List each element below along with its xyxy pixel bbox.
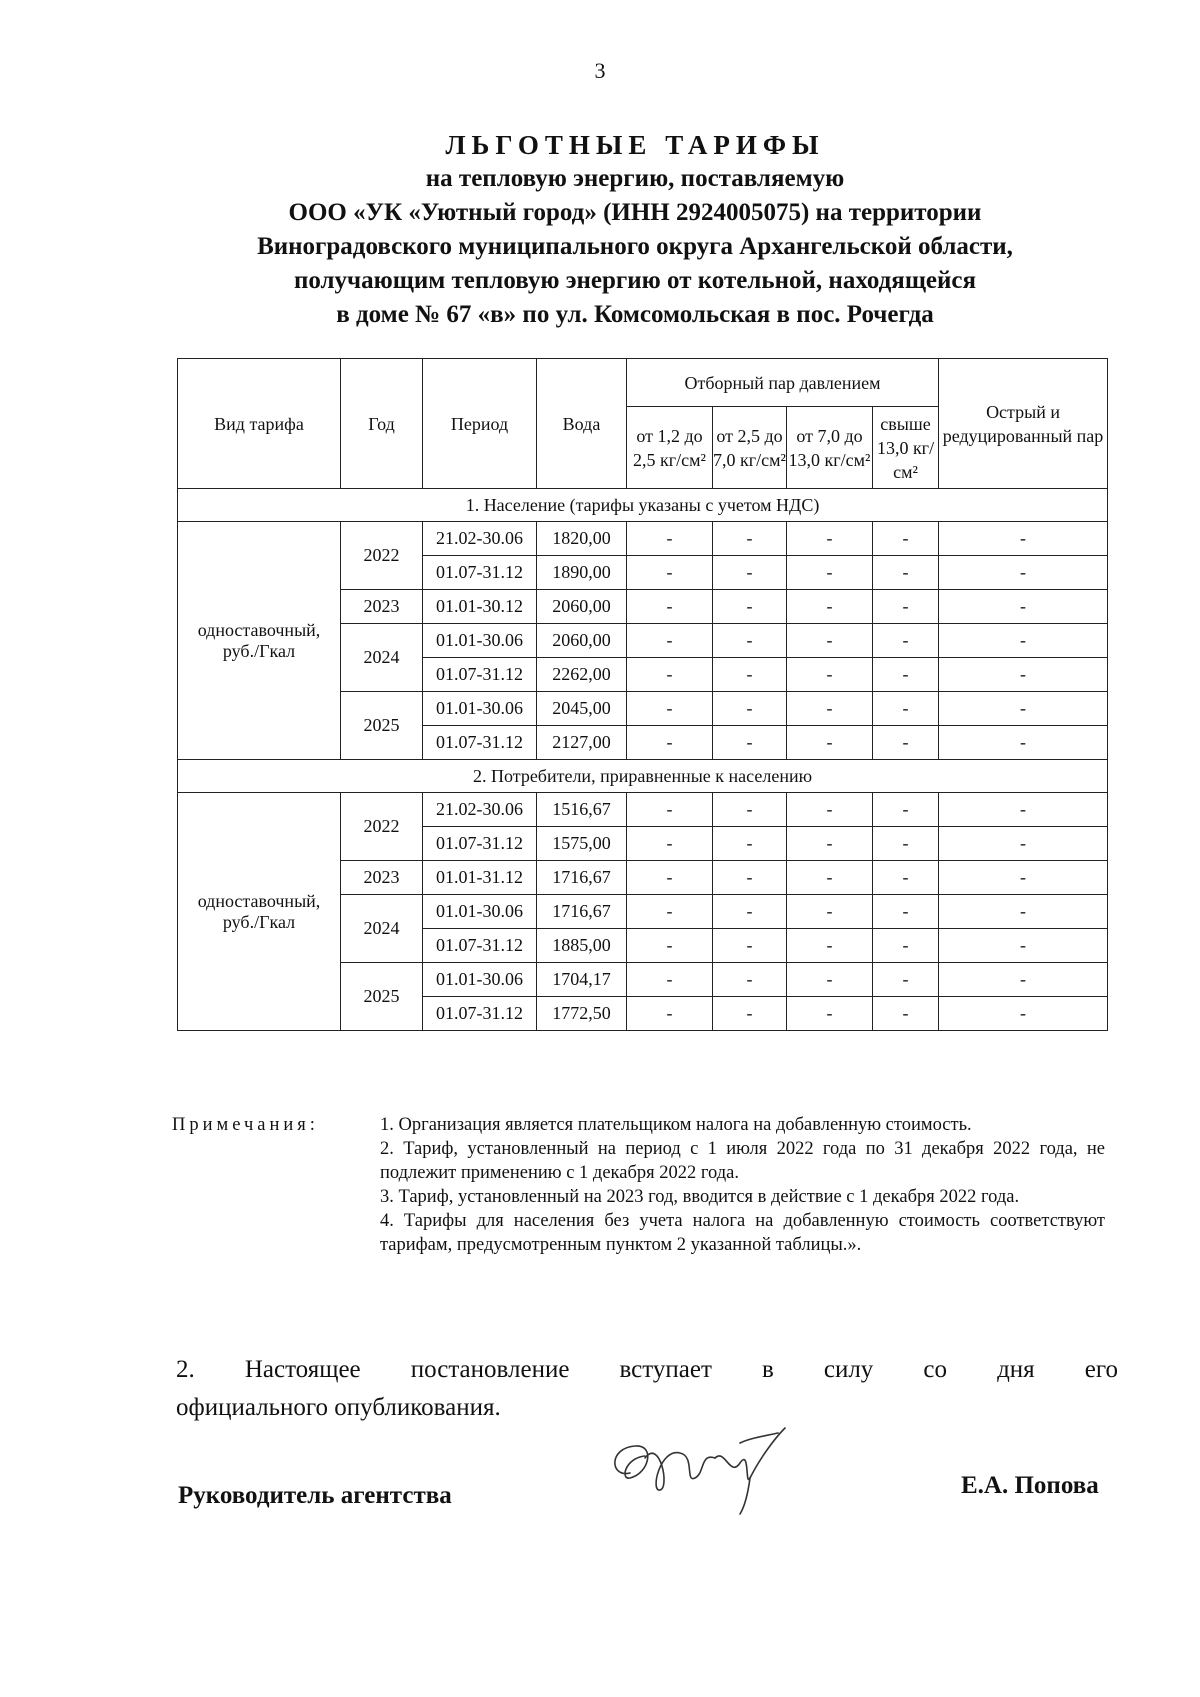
p1-cell: - [627,692,713,726]
table-row [178,793,1108,827]
title-main: ЛЬГОТНЫЕ ТАРИФЫ [445,130,825,160]
period-cell: 01.07-31.12 [423,658,537,692]
ostr-cell: - [939,522,1108,556]
p1-cell: - [627,895,713,929]
p1-cell: - [627,624,713,658]
p4-cell: - [873,624,939,658]
period-cell: 01.01-30.06 [423,692,537,726]
table-row [178,522,1108,556]
p4-cell: - [873,895,939,929]
p2-cell: - [713,895,787,929]
section-header-row [178,489,1108,522]
decree-paragraph: 2. Настоящее постановление вступает в силу со дня его [176,1356,1118,1383]
header-period: Период [423,359,537,489]
notes-list [380,1113,1105,1257]
period-cell: 01.07-31.12 [423,827,537,861]
header-voda: Вода [537,359,627,489]
header-otbor: Отборный пар давлением [627,359,939,407]
p2-cell: - [713,861,787,895]
decree-paragraph-cont: официального опубликования. [176,1394,501,1421]
p2-cell: - [713,929,787,963]
p3-cell: - [787,963,873,997]
p4-cell: - [873,861,939,895]
period-cell: 21.02-30.06 [423,793,537,827]
p3-cell: - [787,556,873,590]
period-cell: 01.01-31.12 [423,861,537,895]
p1-cell: - [627,963,713,997]
voda-cell: 1890,00 [537,556,627,590]
p2-cell: - [713,692,787,726]
ostr-cell: - [939,692,1108,726]
p4-cell: - [873,590,939,624]
p2-cell: - [713,963,787,997]
voda-cell: 1716,67 [537,895,627,929]
header-pressure-4: свыше 13,0 кг/см² [873,407,939,489]
voda-cell: 1704,17 [537,963,627,997]
header-pressure-2: от 2,5 до 7,0 кг/см² [713,407,787,489]
title-line-4: получающим тепловую энергию от котельной, находящейся [293,267,977,294]
p2-cell: - [713,556,787,590]
p3-cell: - [787,658,873,692]
ostr-cell: - [939,997,1108,1031]
ostr-cell: - [939,624,1108,658]
notes-label: Примечания: [172,1115,319,1135]
header-ostr: Острый и редуцированный пар [939,359,1108,489]
voda-cell: 2045,00 [537,692,627,726]
p2-cell: - [713,827,787,861]
p3-cell: - [787,861,873,895]
header-god: Год [341,359,423,489]
tariff-type-cell: одноставочный, руб./Гкал [178,522,341,760]
p3-cell: - [787,624,873,658]
period-cell: 01.07-31.12 [423,997,537,1031]
period-cell: 01.01-30.06 [423,895,537,929]
p3-cell: - [787,692,873,726]
title-line-2: ООО «УК «Уютный город» (ИНН 2924005075) на территории [288,199,982,226]
p3-cell: - [787,726,873,760]
p1-cell: - [627,997,713,1031]
year-cell: 2023 [341,590,423,624]
p3-cell: - [787,590,873,624]
tariff-table [177,358,1108,1031]
ostr-cell: - [939,929,1108,963]
year-cell: 2023 [341,861,423,895]
title-line-5: в доме № 67 «в» по ул. Комсомольская в пос. Рочегда [336,301,934,328]
tariff-type-cell: одноставочный, руб./Гкал [178,793,341,1031]
ostr-cell: - [939,793,1108,827]
p3-cell: - [787,522,873,556]
p3-cell: - [787,997,873,1031]
year-cell: 2024 [341,624,423,692]
year-cell: 2022 [341,522,423,590]
p2-cell: - [713,726,787,760]
p3-cell: - [787,895,873,929]
signer-name: Е.А. Попова [961,1472,1099,1499]
voda-cell: 1575,00 [537,827,627,861]
p3-cell: - [787,827,873,861]
voda-cell: 2060,00 [537,624,627,658]
year-cell: 2022 [341,793,423,861]
period-cell: 21.02-30.06 [423,522,537,556]
ostr-cell: - [939,827,1108,861]
p2-cell: - [713,997,787,1031]
document-title [160,128,1110,332]
p4-cell: - [873,827,939,861]
p1-cell: - [627,726,713,760]
voda-cell: 1716,67 [537,861,627,895]
p2-cell: - [713,590,787,624]
p1-cell: - [627,827,713,861]
p1-cell: - [627,861,713,895]
signer-role: Руководитель агентства [178,1482,452,1509]
voda-cell: 1820,00 [537,522,627,556]
handwritten-signature [600,1418,790,1518]
p2-cell: - [713,624,787,658]
period-cell: 01.07-31.12 [423,726,537,760]
p2-cell: - [713,658,787,692]
p4-cell: - [873,522,939,556]
section-title: 1. Население (тарифы указаны с учетом НДС) [178,489,1108,522]
note-item-4: 4. Тарифы для населения без учета налога на добавленную стоимость соответствуют тарифам, предусмотренным пунктом 2 указанной таблицы.». [380,1211,1105,1255]
title-line-3: Виноградовского муниципального округа Архангельской области, [257,233,1013,260]
p3-cell: - [787,793,873,827]
ostr-cell: - [939,590,1108,624]
voda-cell: 1885,00 [537,929,627,963]
p2-cell: - [713,793,787,827]
note-item-2: 2. Тариф, установленный на период с 1 июля 2022 года по 31 декабря 2022 года, не подлежит применению с 1 декабря 2022 года. [380,1139,1105,1183]
note-item-1: 1. Организация является плательщиком налога на добавленную стоимость. [380,1115,972,1135]
ostr-cell: - [939,658,1108,692]
voda-cell: 2262,00 [537,658,627,692]
voda-cell: 1516,67 [537,793,627,827]
period-cell: 01.01-30.06 [423,624,537,658]
p2-cell: - [713,522,787,556]
header-pressure-3: от 7,0 до 13,0 кг/см² [787,407,873,489]
p4-cell: - [873,929,939,963]
p1-cell: - [627,929,713,963]
period-cell: 01.07-31.12 [423,929,537,963]
section-title: 2. Потребители, приравненные к населению [178,760,1108,793]
p4-cell: - [873,963,939,997]
p1-cell: - [627,793,713,827]
p1-cell: - [627,590,713,624]
p1-cell: - [627,658,713,692]
header-vid: Вид тарифа [178,359,341,489]
period-cell: 01.01-30.06 [423,963,537,997]
voda-cell: 2127,00 [537,726,627,760]
p4-cell: - [873,692,939,726]
p4-cell: - [873,793,939,827]
p1-cell: - [627,556,713,590]
p1-cell: - [627,522,713,556]
p4-cell: - [873,556,939,590]
voda-cell: 1772,50 [537,997,627,1031]
period-cell: 01.07-31.12 [423,556,537,590]
year-cell: 2025 [341,692,423,760]
page-number: 3 [594,58,606,83]
section-header-row [178,760,1108,793]
p4-cell: - [873,658,939,692]
header-pressure-1: от 1,2 до 2,5 кг/см² [627,407,713,489]
title-line-1: на тепловую энергию, поставляемую [425,165,845,192]
voda-cell: 2060,00 [537,590,627,624]
note-item-3: 3. Тариф, установленный на 2023 год, вводится в действие с 1 декабря 2022 года. [380,1187,1020,1207]
p4-cell: - [873,726,939,760]
ostr-cell: - [939,895,1108,929]
ostr-cell: - [939,726,1108,760]
ostr-cell: - [939,963,1108,997]
ostr-cell: - [939,556,1108,590]
period-cell: 01.01-30.12 [423,590,537,624]
p3-cell: - [787,929,873,963]
ostr-cell: - [939,861,1108,895]
year-cell: 2024 [341,895,423,963]
p4-cell: - [873,997,939,1031]
year-cell: 2025 [341,963,423,1031]
